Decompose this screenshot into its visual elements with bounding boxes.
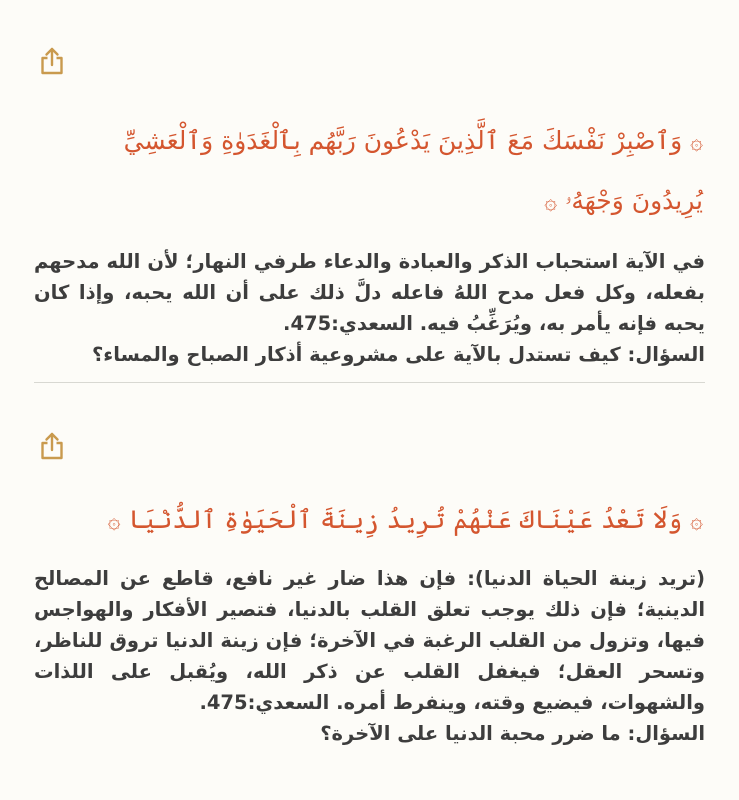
verse-ornament-close: ۞: [107, 509, 121, 534]
verse-line-2: يُرِيدُونَ وَجْهَهُۥ: [565, 186, 703, 215]
verse-line: [36, 172, 703, 232]
verse-ornament-close: ۞: [544, 190, 558, 215]
verse-text: [36, 491, 703, 551]
share-button[interactable]: [38, 431, 66, 461]
post-card-2: [0, 383, 739, 800]
question-text: السؤال: ما ضرر محبة الدنيا على الآخرة؟: [320, 722, 705, 745]
verse-line-1: وَلَا تَعْدُ عَيْنَاكَ عَنْهُمْ تُرِيدُ زِينَةَ ٱلْحَيَوٰةِ ٱلدُّنْيَا: [128, 505, 683, 534]
verse-ornament-open: ۞: [690, 509, 703, 534]
question-text: السؤال: كيف تستدل بالآية على مشروعية أذكار الصباح والمساء؟: [92, 343, 705, 366]
verse-line-1: وَٱصْبِرْ نَفْسَكَ مَعَ ٱلَّذِينَ يَدْعُونَ رَبَّهُم بِٱلْغَدَوٰةِ وَٱلْعَشِيِّ: [123, 126, 683, 155]
tafsir-block: [34, 246, 705, 370]
tafsir-text: في الآية استحباب الذكر والعبادة والدعاء طرفي النهار؛ لأن الله مدحهم بفعله، وكل فعل مدح اللهُ فاعله دلَّ ذلك على أن الله يحبه، وإذا كان يحبه فإنه يأمر به، ويُرَغِّبُ فيه. السعدي:475.: [34, 250, 705, 335]
share-icon: [38, 431, 66, 461]
verse-line: [36, 491, 703, 551]
verse-text: [36, 112, 703, 232]
tafsir-text: (تريد زينة الحياة الدنيا): فإن هذا ضار غير نافع، قاطع عن المصالح الدينية؛ فإن ذلك يوجب تعلق القلب بالدنيا، فتصير الأفكار والهواجس فيها، وتزول من القلب الرغبة في الآخرة؛ فإن زينة الدنيا تروق للناظر، وتسحر العقل؛ فيغفل القلب عن ذكر الله، ويُقبل على اللذات والشهوات، فيضيع وقته، وينفرط أمره. السعدي:475.: [34, 567, 705, 714]
post-card-1: [0, 0, 739, 382]
share-button[interactable]: [38, 46, 66, 76]
share-icon: [38, 46, 66, 76]
verse-ornament-open: ۞: [690, 130, 703, 155]
verse-line: [36, 112, 703, 172]
tafsir-block: [34, 563, 705, 749]
